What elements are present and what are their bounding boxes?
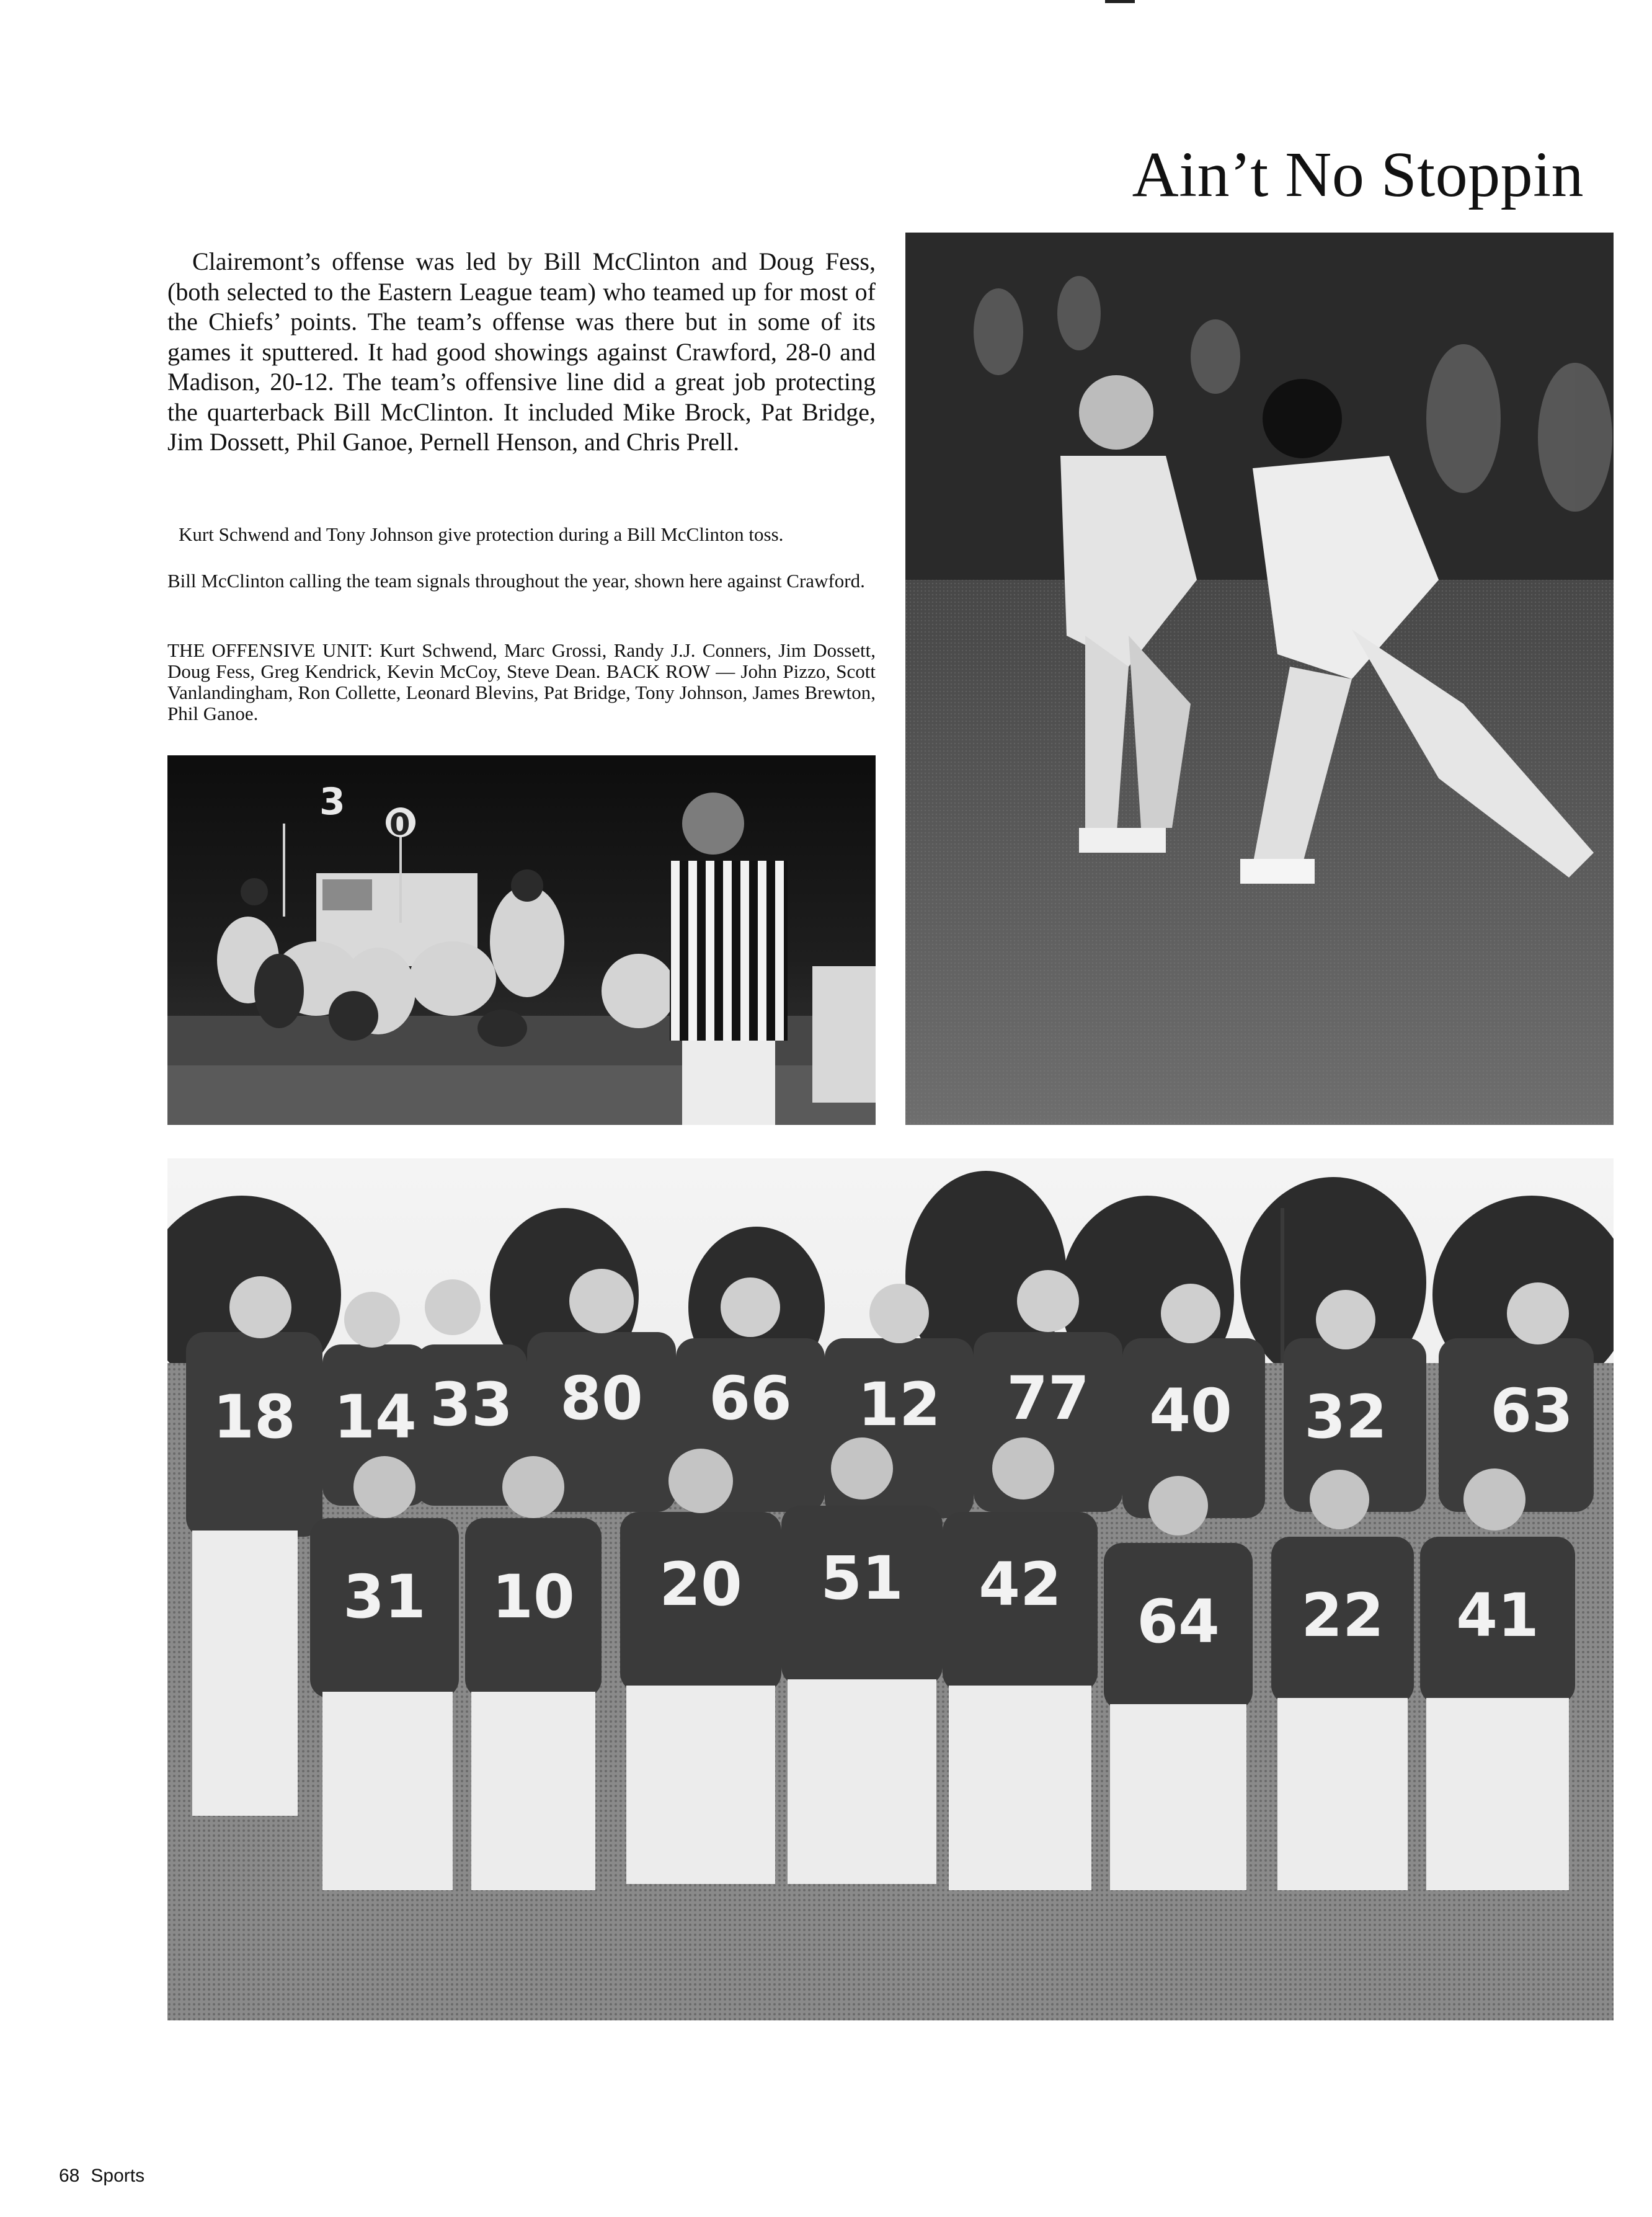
jersey-number: 63 — [1490, 1376, 1573, 1446]
jersey-number: 14 — [334, 1382, 417, 1452]
jersey-number: 64 — [1137, 1587, 1220, 1656]
photo-quarterback-action — [905, 233, 1614, 1125]
jersey-number: 80 — [560, 1364, 643, 1433]
caption-offensive-unit: THE OFFENSIVE UNIT: Kurt Schwend, Marc Grossi, Randy J.J. Conners, Jim Dossett, Doug Fess, Greg Kendrick, Kevin McCoy, Steve Dean. BACK ROW — John Pizzo, Scott Vanlandingham, Ron Collette, Leonard Blevins, Pat Bridge, Tony Johnson, James Brewton, Phil Ganoe. — [167, 639, 876, 724]
photo-line-of-scrimmage — [167, 755, 876, 1125]
caption-protection: Kurt Schwend and Tony Johnson give protection during a Bill McClinton toss. — [179, 523, 784, 545]
page-headline: Ain’t No Stoppin — [1132, 139, 1584, 210]
article-body: Clairemont’s offense was led by Bill McClinton and Doug Fess, (both selected to the Eastern League team) who teamed up for most of the Chiefs’ points. The team’s offense was there but in some of its games it sputtered. It had good showings against Crawford, 28-0 and Madison, 20-12. The team’s offensive line did a great job protecting the quarterback Bill McClinton. It included Mike Brock, Pat Bridge, Jim Dossett, Phil Ganoe, Pernell Henson, and Chris Prell. — [167, 247, 876, 456]
page-footer — [59, 2166, 144, 2187]
jersey-number: 33 — [430, 1370, 513, 1439]
jersey-number: 32 — [1304, 1382, 1387, 1452]
yard-marker-3: 3 — [319, 780, 345, 824]
caption-signals: Bill McClinton calling the team signals throughout the year, shown here against Crawford. — [167, 570, 865, 592]
jersey-number: 40 — [1149, 1376, 1232, 1446]
section-name: Sports — [91, 2166, 145, 2186]
jersey-number: 51 — [820, 1544, 904, 1613]
jersey-number: 18 — [213, 1382, 296, 1452]
jersey-number: 12 — [858, 1370, 941, 1439]
jersey-number: 22 — [1301, 1581, 1384, 1650]
photo-offensive-unit-team — [167, 1158, 1614, 2020]
jersey-number: 10 — [492, 1562, 575, 1632]
top-edge-mark — [1105, 0, 1135, 3]
yard-marker-0: 0 — [389, 807, 411, 842]
jersey-number: 41 — [1456, 1581, 1539, 1650]
jersey-number: 31 — [343, 1562, 426, 1632]
jersey-number: 42 — [979, 1550, 1062, 1619]
jersey-number: 77 — [1006, 1364, 1090, 1433]
page-number: 68 — [59, 2166, 80, 2186]
jersey-number: 66 — [709, 1364, 792, 1433]
jersey-number: 20 — [659, 1550, 742, 1619]
